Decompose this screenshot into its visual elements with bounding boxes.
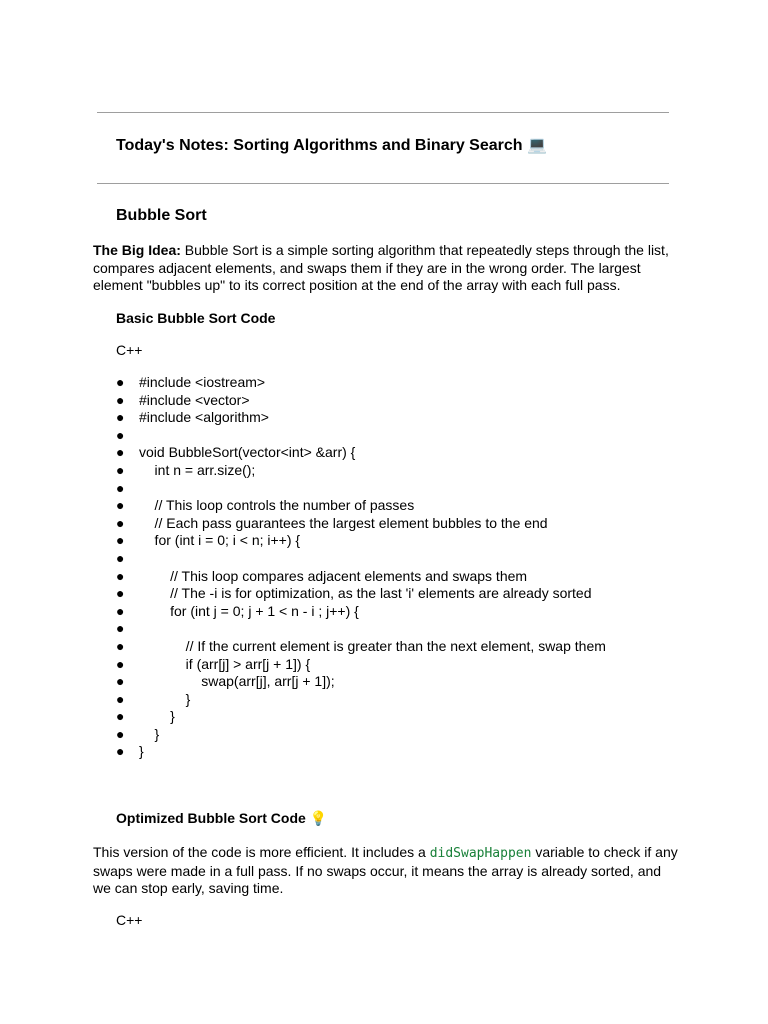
big-idea-label: The Big Idea: [93,242,181,258]
list-bullet: ● [116,391,125,408]
list-bullet: ● [116,673,125,690]
code-line [116,726,606,744]
code-line-text: // This loop controls the number of passes [139,497,415,514]
code-line [116,673,606,691]
code-line-text: for (int i = 0; i < n; i++) { [139,532,301,549]
list-bullet: ● [116,374,125,390]
code-line [116,743,606,761]
code-line [116,656,606,674]
code-line [116,462,606,480]
optimized-code-heading-text: Optimized Bubble Sort Code [116,810,306,826]
code-line [116,532,606,550]
list-bullet: ● [116,461,125,478]
optimized-text-after: variable to check if any swaps were made in a full pass. If no swaps occur, it means the array is already sorted, and we can stop early, saving time. [93,844,678,897]
code-line [116,620,606,638]
code-line-text: // Each pass guarantees the largest element bubbles to the end [139,514,548,531]
code-line-text: int n = arr.size(); [139,461,256,478]
page-title [116,135,547,156]
optimized-text-before: This version of the code is more efficient. It includes a [93,844,430,860]
basic-code-language: C++ [116,342,143,358]
code-line [116,409,606,427]
list-bullet: ● [116,637,125,654]
code-line-text: void BubbleSort(vector<int> &arr) { [139,444,356,461]
code-line-text: // If the current element is greater than the next element, swap them [139,637,606,654]
list-bullet: ● [116,743,125,760]
code-line [116,708,606,726]
list-bullet: ● [116,567,125,584]
list-bullet: ● [116,426,125,443]
list-bullet: ● [116,549,125,566]
basic-code-list [116,374,606,761]
top-divider [97,112,669,113]
code-line-text: #include <vector> [139,391,250,408]
big-idea-text: Bubble Sort is a simple sorting algorithm that repeatedly steps through the list, compares adjacent elements, and swaps them if they are in the wrong order. The largest element "bubbles up" to its correct position at the end of the array with each full pass. [93,242,669,294]
code-line-text: #include <algorithm> [139,409,269,426]
code-line [116,497,606,515]
code-line [116,392,606,410]
list-bullet: ● [116,655,125,672]
title-divider [97,183,669,184]
light-bulb-icon: 💡 [309,811,328,827]
code-line-text: if (arr[j] > arr[j + 1]) { [139,655,311,672]
code-line-text: // The -i is for optimization, as the last 'i' elements are already sorted [139,585,592,602]
list-bullet: ● [116,444,125,461]
code-line-text: #include <iostream> [139,374,266,390]
page-title-text: Today's Notes: Sorting Algorithms and Binary Search [116,137,523,154]
code-line-text: } [139,690,191,707]
code-term-didSwapHappen: didSwapHappen [429,846,532,861]
code-line [116,444,606,462]
code-line [116,585,606,603]
list-bullet: ● [116,409,125,426]
code-line [116,603,606,621]
big-idea-paragraph [93,242,679,295]
list-bullet: ● [116,585,125,602]
laptop-icon: 💻 [527,135,547,154]
optimized-paragraph [93,844,679,898]
list-bullet: ● [116,497,125,514]
code-line [116,638,606,656]
list-bullet: ● [116,532,125,549]
code-line-text: } [139,743,144,760]
optimized-code-language: C++ [116,912,143,928]
list-bullet: ● [116,690,125,707]
code-line-text: // This loop compares adjacent elements and swaps them [139,567,528,584]
code-line [116,515,606,533]
list-bullet: ● [116,620,125,637]
code-line [116,374,606,392]
code-line [116,550,606,568]
code-line-text: for (int j = 0; j + 1 < n - i ; j++) { [139,602,359,619]
basic-code-heading: Basic Bubble Sort Code [116,310,276,326]
code-line [116,480,606,498]
code-line [116,568,606,586]
code-line [116,691,606,709]
code-line-text: swap(arr[j], arr[j + 1]); [139,673,335,690]
code-line [116,427,606,445]
list-bullet: ● [116,514,125,531]
list-bullet: ● [116,602,125,619]
list-bullet: ● [116,479,125,496]
optimized-code-heading [116,810,327,828]
list-bullet: ● [116,725,125,742]
code-line-text: } [139,725,160,742]
code-line-text: } [139,708,175,725]
section-heading-bubble-sort: Bubble Sort [116,207,207,224]
list-bullet: ● [116,708,125,725]
